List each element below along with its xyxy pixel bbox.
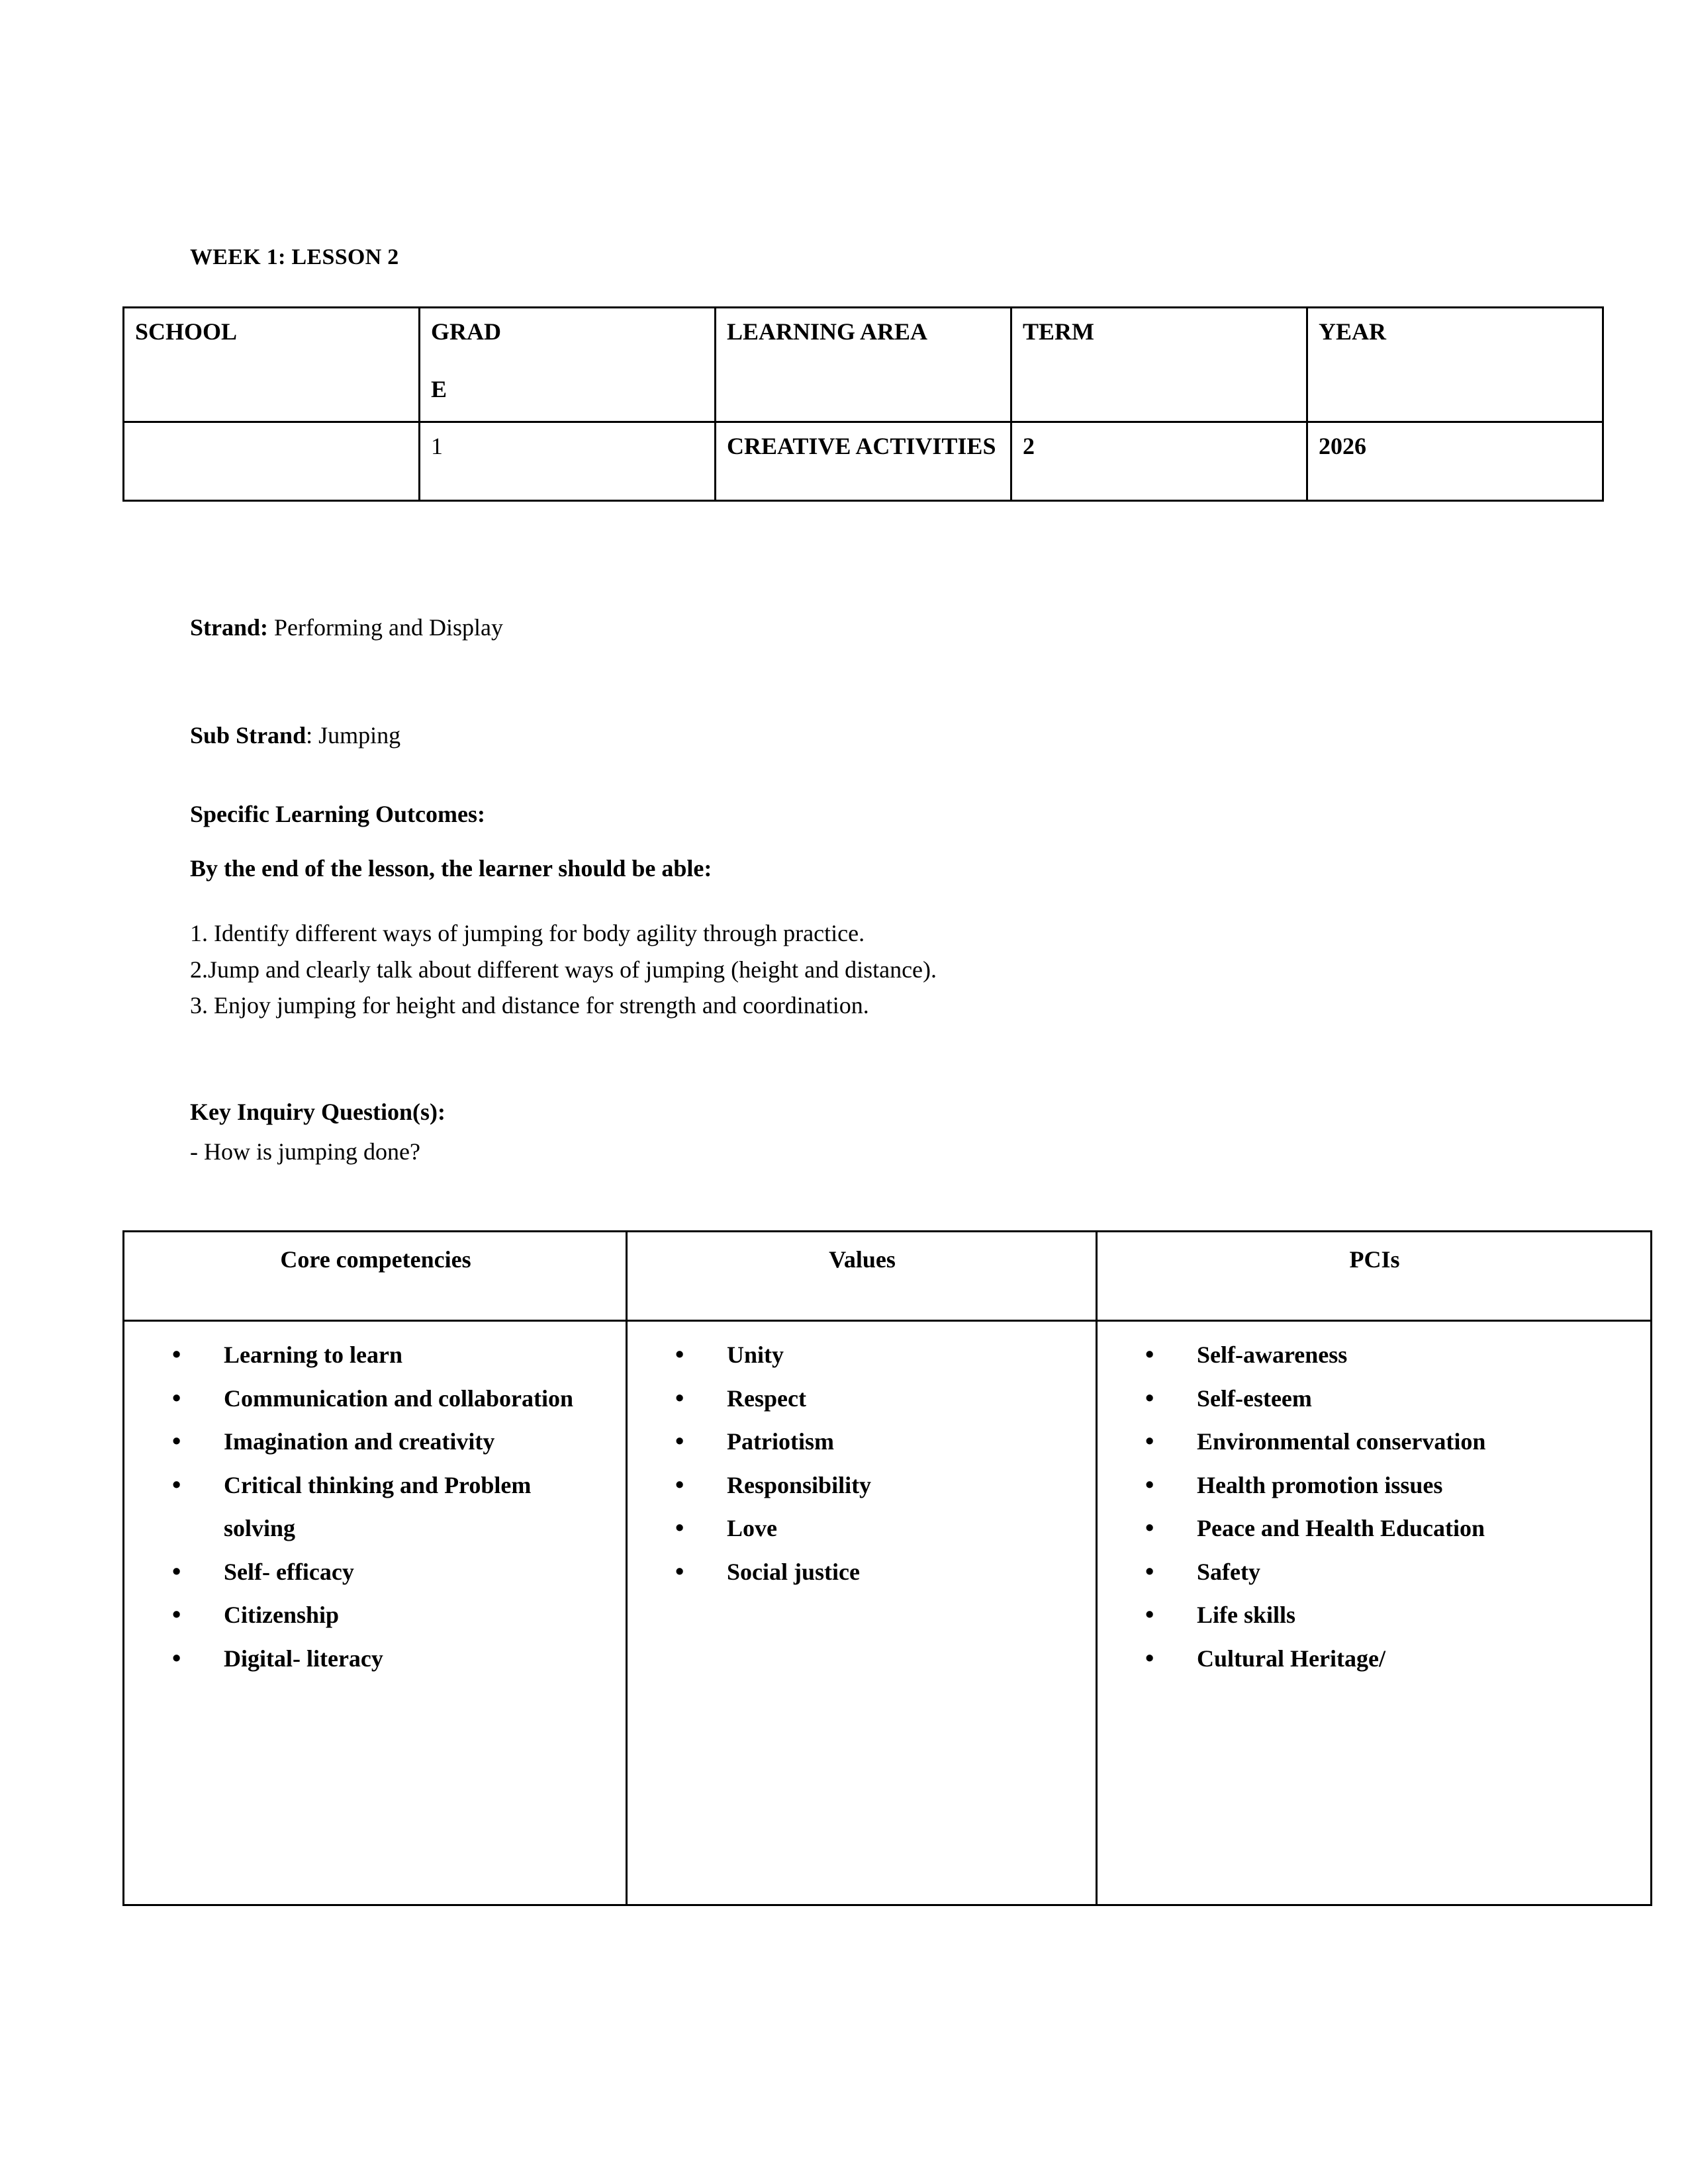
list-item: • Self-awareness [1098,1334,1650,1377]
list-item: • Communication and collaboration [124,1377,626,1421]
header-grade-line2: E [431,376,447,403]
list-item: • Life skills [1098,1594,1650,1637]
list-item: • Responsibility [628,1464,1096,1508]
table-row [124,1321,1652,1905]
sub-strand-line [190,723,1448,747]
table-header-row [124,308,1603,422]
list-item: • Unity [628,1334,1096,1377]
header-learning-area: LEARNING AREA [716,308,1011,422]
list-item: • Patriotism [628,1420,1096,1464]
header-grade-line1: GRAD [431,318,501,345]
key-inquiry-question-item: - How is jumping done? [190,1138,420,1165]
header-year: YEAR [1307,308,1603,422]
header-values: Values [627,1232,1097,1321]
list-item: • Self- efficacy [124,1551,626,1594]
header-pcis: PCIs [1097,1232,1652,1321]
strand-line [190,615,1448,639]
list-item: • Social justice [628,1551,1096,1594]
list-item: • Health promotion issues [1098,1464,1650,1508]
list-item: • Respect [628,1377,1096,1421]
header-school: SCHOOL [124,308,420,422]
value-year: 2026 [1307,422,1603,501]
header-grade [420,308,716,422]
list-item: • Love [628,1507,1096,1551]
list-item: • Self-esteem [1098,1377,1650,1421]
list-item: • Imagination and creativity [124,1420,626,1464]
learning-outcomes-subheading: By the end of the lesson, the learner should be able: [190,855,712,882]
page-title: WEEK 1: LESSON 2 [190,245,399,269]
strand-value: Performing and Display [274,614,503,641]
list-item: • Cultural Heritage/ [1098,1637,1650,1681]
value-school [124,422,420,501]
table-row [124,422,1603,501]
sub-strand-label: Sub Strand [190,722,306,749]
pcis-list [1098,1322,1650,1680]
competencies-values-pcis-table [122,1230,1652,1906]
list-item: • Peace and Health Education [1098,1507,1650,1551]
list-item: • Digital- literacy [124,1637,626,1681]
cell-pcis [1097,1321,1652,1905]
header-term: TERM [1011,308,1307,422]
list-item: • Environmental conservation [1098,1420,1650,1464]
strand-label: Strand: [190,614,269,641]
cell-core-competencies [124,1321,627,1905]
list-item: • Learning to learn [124,1334,626,1377]
value-learning-area: CREATIVE ACTIVITIES [716,422,1011,501]
value-term: 2 [1011,422,1307,501]
list-item: • Critical thinking and Problem solving [124,1464,626,1551]
learning-outcome-item: 2.Jump and clearly talk about different ways of jumping (height and distance). [190,956,937,983]
value-grade: 1 [420,422,716,501]
header-core-competencies: Core competencies [124,1232,627,1321]
specific-learning-outcomes-heading: Specific Learning Outcomes: [190,801,485,827]
learning-outcome-item: 3. Enjoy jumping for height and distance for strength and coordination. [190,992,869,1019]
lesson-info-table [122,306,1604,502]
list-item: • Citizenship [124,1594,626,1637]
learning-outcomes-list [190,915,1448,1024]
learning-outcome-item: 1. Identify different ways of jumping for body agility through practice. [190,920,865,946]
cell-values [627,1321,1097,1905]
table-header-row [124,1232,1652,1321]
values-list [628,1322,1096,1594]
list-item: • Safety [1098,1551,1650,1594]
key-inquiry-question-heading: Key Inquiry Question(s): [190,1099,446,1125]
sub-strand-value: : Jumping [306,722,401,749]
core-competencies-list [124,1322,626,1680]
